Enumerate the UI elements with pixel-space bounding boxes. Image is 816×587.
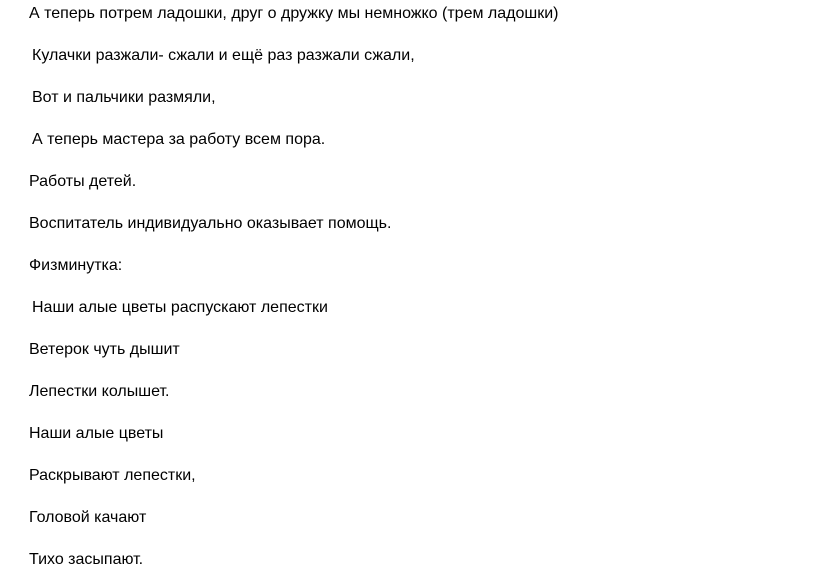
- text-line-8: Наши алые цветы распускают лепестки: [32, 299, 328, 316]
- text-line-9: Ветерок чуть дышит: [29, 341, 180, 358]
- text-line-13: Головой качают: [29, 509, 147, 526]
- text-line-6: Воспитатель индивидуально оказывает помощь.: [29, 215, 392, 232]
- text-line-4: А теперь мастера за работу всем пора.: [32, 131, 326, 148]
- text-line-12: Раскрывают лепестки,: [29, 467, 196, 484]
- text-line-1: А теперь потрем ладошки, друг о дружку мы немножко (трем ладошки): [29, 5, 559, 22]
- text-line-11: Наши алые цветы: [29, 425, 164, 442]
- text-line-7: Физминутка:: [29, 257, 123, 274]
- text-line-3: Вот и пальчики размяли,: [32, 89, 216, 106]
- text-line-14: Тихо засыпают.: [29, 551, 144, 568]
- text-line-10: Лепестки колышет.: [29, 383, 170, 400]
- text-line-5: Работы детей.: [29, 173, 137, 190]
- text-line-2: Кулачки разжали- сжали и ещё раз разжали сжали,: [32, 47, 415, 64]
